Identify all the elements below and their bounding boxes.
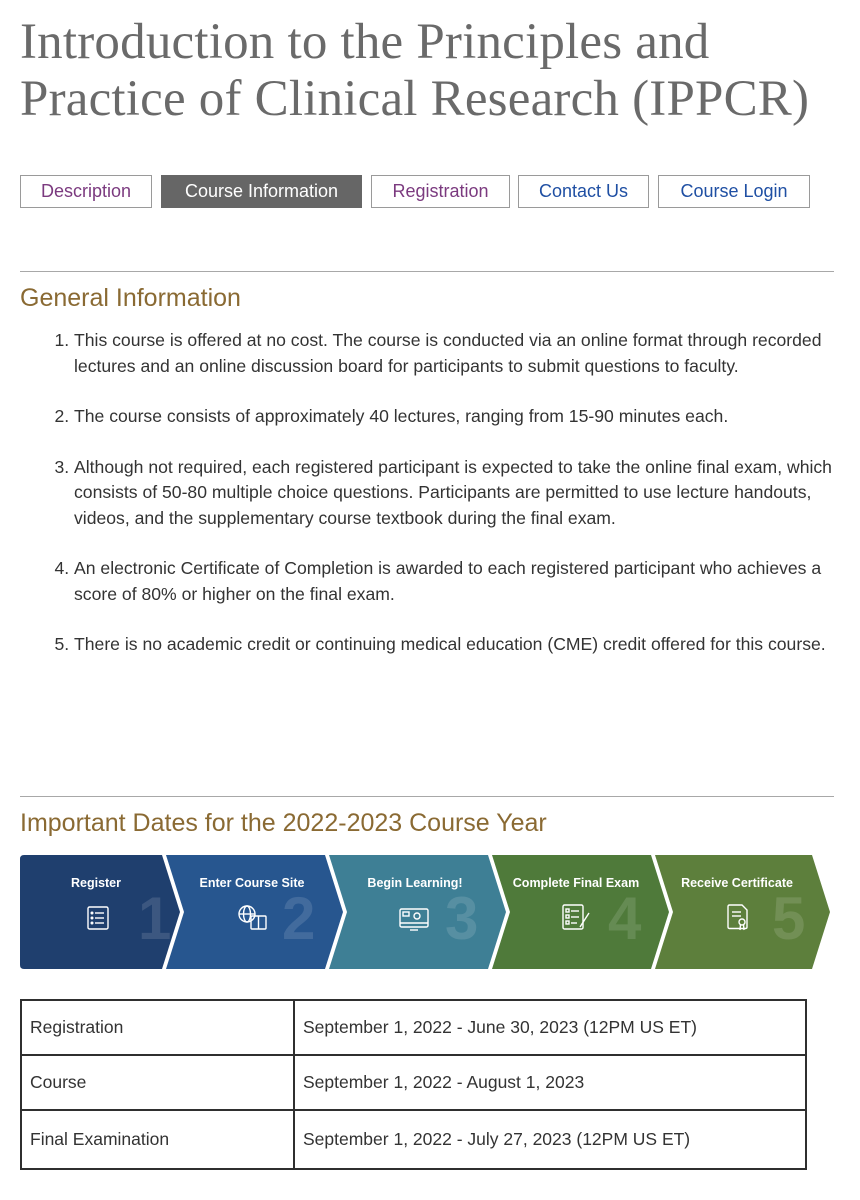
general-information-list: [20, 328, 832, 683]
step-enter-course-site: [166, 855, 343, 969]
step-begin-learning: [329, 855, 506, 969]
step-arrow: [329, 855, 506, 969]
tab-registration[interactable]: Registration: [371, 175, 510, 208]
step-number: 3: [445, 885, 479, 952]
step-label: Complete Final Exam: [512, 876, 640, 890]
table-cell-value: September 1, 2022 - August 1, 2023: [294, 1055, 806, 1110]
table-cell-value: September 1, 2022 - June 30, 2023 (12PM US ET): [294, 1000, 806, 1055]
important-dates-heading: Important Dates for the 2022-2023 Course Year: [20, 809, 547, 837]
list-item: 2. The course consists of approximately 40 lectures, ranging from 15-90 minutes each.: [74, 404, 832, 430]
table-cell-label: Final Examination: [21, 1110, 294, 1169]
general-information-heading: General Information: [20, 284, 241, 312]
list-item: 4. An electronic Certificate of Completion is awarded to each registered participant who achieves a score of 80% or higher on the final exam.: [74, 556, 832, 607]
list-item: 5. There is no academic credit or continuing medical education (CME) credit offered for this course.: [74, 632, 832, 658]
step-receive-certificate: [655, 855, 830, 969]
step-number: 2: [282, 885, 316, 952]
step-label: Enter Course Site: [199, 876, 305, 890]
step-label: Receive Certificate: [681, 876, 793, 890]
table-cell-label: Registration: [21, 1000, 294, 1055]
tab-description[interactable]: Description: [20, 175, 152, 208]
step-register: [20, 855, 180, 969]
tab-contact-us[interactable]: Contact Us: [518, 175, 649, 208]
tab-course-information[interactable]: Course Information: [161, 175, 362, 208]
table-row: [21, 1000, 806, 1055]
step-number: 1: [138, 885, 172, 952]
course-steps-banner: [20, 855, 834, 969]
divider: [20, 796, 834, 797]
tab-course-login[interactable]: Course Login: [658, 175, 810, 208]
step-complete-final-exam: [492, 855, 669, 969]
list-item: 1. This course is offered at no cost. The course is conducted via an online format through recorded lectures and an online discussion board for participants to submit questions to faculty.: [74, 328, 832, 379]
table-cell-label: Course: [21, 1055, 294, 1110]
step-number: 4: [608, 885, 642, 952]
step-arrow: [492, 855, 669, 969]
divider: [20, 271, 834, 272]
step-number: 5: [772, 885, 806, 952]
table-cell-value: September 1, 2022 - July 27, 2023 (12PM US ET): [294, 1110, 806, 1169]
list-item: 3. Although not required, each registered participant is expected to take the online final exam, which consists of 50-80 multiple choice questions. Participants are permitted to use lecture handouts, videos, and the supplementary course textbook during the final exam.: [74, 455, 832, 532]
step-label: Register: [70, 876, 122, 890]
table-row: [21, 1110, 806, 1169]
page-title: Introduction to the Principles and Practice of Clinical Research (IPPCR): [20, 14, 810, 127]
step-label: Begin Learning!: [367, 876, 463, 890]
steps-graphic: [20, 855, 834, 969]
table-row: [21, 1055, 806, 1110]
important-dates-table: [20, 999, 807, 1170]
